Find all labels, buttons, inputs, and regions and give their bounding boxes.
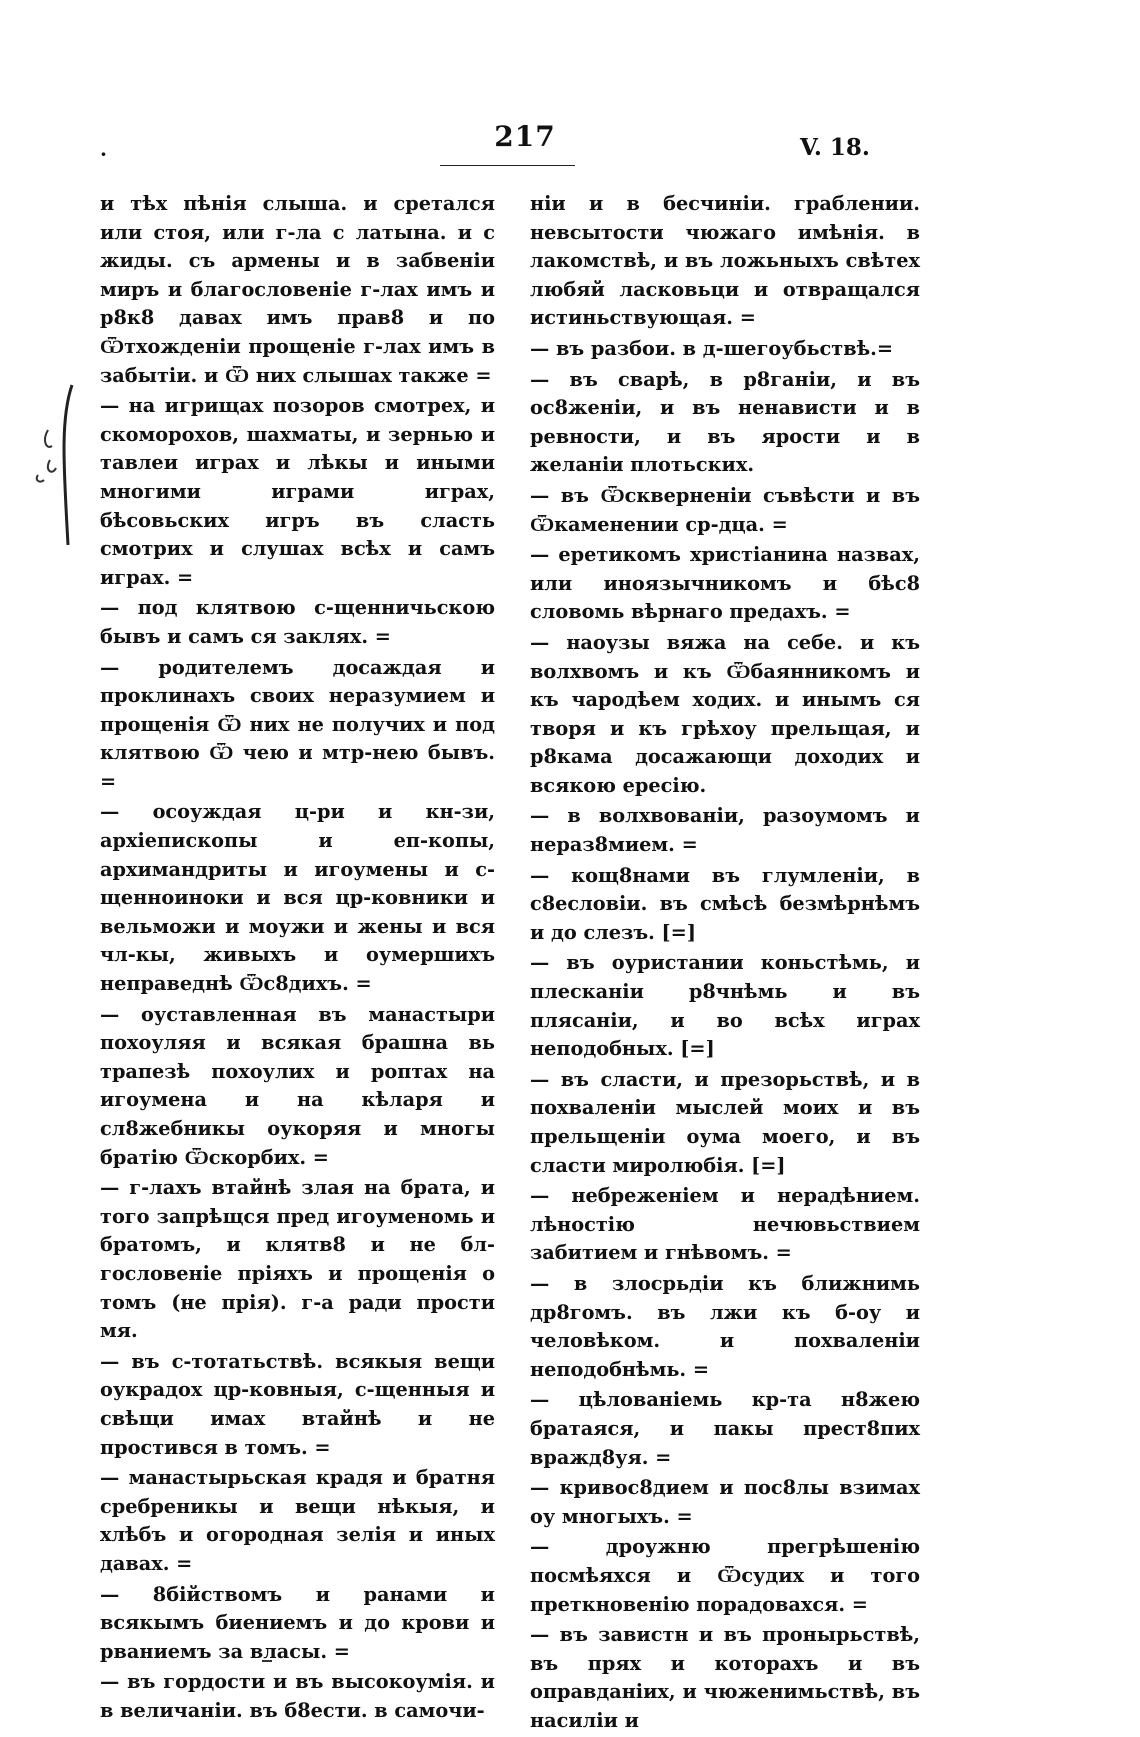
- text-paragraph: — въ сварѣ, в р8ганіи, и въ ос8женіи, и въ ненависти и в ревности, и въ ярости и в желаніи плотьских.: [530, 367, 920, 477]
- signature-mark: V. 18.: [800, 134, 870, 161]
- text-paragraph: — оуставленная въ манастыри похоуляя и всякая брашна вь трапезѣ похоулих и роптах на игоумена и на кѣларя и сл8жебникы оукоряя и многы братію Ѿскорбих. =: [100, 1002, 495, 1169]
- right-text-column: [530, 190, 920, 1737]
- text-paragraph: ніи и в бесчиніи. граблении. невсытости чюжаго имѣнія. в лакомствѣ, и въ ложьныхъ свѣтех любяй ласковьци и отвращался истиньствующая. =: [530, 192, 920, 330]
- footer-dash: [262, 1660, 272, 1662]
- page-header: [0, 120, 1140, 180]
- text-paragraph: — г-лахъ втайнѣ злая на брата, и того запрѣщся пред игоуменомь и братомъ, и клятв8 и не бл-гословеніе пріяхъ и прощенія о томъ (не прія). г-а ради прости мя.: [100, 1176, 495, 1343]
- text-paragraph: — въ сласти, и презорьствѣ, и в похваленіи мыслей моих и въ прельщеніи оума моего, и въ сласти миролюбія. [=]: [530, 1067, 920, 1177]
- text-paragraph: — въ с-тотатьствѣ. всякыя вещи оукрадох цр-ковныя, с-щенныя и свѣщи имах втайнѣ и не простився в томъ. =: [100, 1349, 495, 1459]
- left-text-column: [100, 190, 495, 1727]
- text-paragraph: — на игрищах позоров смотрех, и скоморохов, шахматы, и зернью и тавлеи играх и лѣкы и иными многими играми играх, бѣсовьских игръ въ сласть смотрих и слушах всѣх и самъ играх. =: [100, 394, 495, 589]
- text-paragraph: — под клятвою с-щенничьскою бывъ и самъ ся заклях. =: [100, 596, 495, 648]
- text-paragraph: — въ гордости и въ высокоумія. и в величаніи. въ б8ести. в самочи-: [100, 1670, 495, 1722]
- text-paragraph: — дроужню прегрѣшенію посмѣяхся и Ѿсудих и того преткновенію порадовахся. =: [530, 1535, 920, 1616]
- text-paragraph: — въ Ѿскверненіи съвѣсти и въ Ѿкаменении ср-дца. =: [530, 483, 920, 536]
- header-dot: ·: [100, 142, 107, 166]
- text-paragraph: — небреженіем и нерадѣнием. лѣностію нечювьствием забитием и гнѣвомъ. =: [530, 1184, 920, 1265]
- text-paragraph: — родителемъ досаждая и проклинахъ своих неразумием и прощенія Ѿ них не получих и под клятвою Ѿ чею и мтр-нею бывъ. =: [100, 655, 495, 793]
- text-paragraph: — 8бійствомъ и ранами и всякымъ биениемъ и до крови и рваниемъ за власы. =: [100, 1582, 495, 1663]
- text-paragraph: — цѣлованіемь кр-та н8жею братаяся, и пакы прест8пих вражд8уя. =: [530, 1388, 920, 1469]
- text-paragraph: — кривос8дием и пос8лы взимах оу многыхъ. =: [530, 1476, 920, 1528]
- text-paragraph: — в волхвованіи, разоумомъ и нераз8мием. =: [530, 804, 920, 857]
- page-number-rule: [440, 165, 575, 166]
- text-paragraph: — въ разбои. в д-шегоубьствѣ.=: [530, 336, 894, 360]
- text-paragraph: — в злосрьдіи къ ближнимь др8гомъ. въ лжи къ б-оу и человѣком. и похваленіи неподобнѣмь. =: [530, 1271, 920, 1381]
- text-paragraph: — въ завистн и въ пронырьствѣ, въ прях и которахъ и въ оправданіих, и чюженимьствѣ, въ насиліи и: [530, 1623, 920, 1732]
- text-paragraph: — осоуждая ц-ри и кн-зи, архіепископы и еп-копы, архимандриты и игоумены и с-щенноиноки и вся цр-ковники и вельможи и моужи и жены и вся чл-кы, живыхъ и оумершихъ неправеднѣ Ѿс8дихъ. =: [100, 800, 495, 996]
- text-paragraph: — манастырьская крадя и братня сребреникы и вещи нѣкыя, и хлѣбъ и огородная зелія и иных давах. =: [100, 1466, 495, 1575]
- page-number: 217: [494, 120, 556, 153]
- text-paragraph: — кощ8нами въ глумленіи, в с8есловіи. въ смѣсѣ безмѣрнѣмъ и до слезъ. [=]: [530, 863, 920, 944]
- text-paragraph: и тѣх пѣнія слыша. и сретался или стоя, или г-ла с латына. и с жиды. съ армены и в забвеніи миръ и благословеніе г-лах имъ и р8к8 давах имъ прав8 и по Ѿтхожденіи прощеніе г-лах имъ в забытіи. и Ѿ них слышах также =: [100, 192, 495, 387]
- text-paragraph: — наоузы вяжа на себе. и къ волхвомъ и къ Ѿбаянникомъ и къ чародѣем ходих. и инымъ ся творя и къ грѣхоу прельщая, и р8кама досажающи доходих и всякою ересію.: [530, 630, 920, 797]
- text-paragraph: — въ оуристании коньстѣмь, и плесканіи р8чнѣмь и въ плясаніи, и во всѣх играх неподобных. [=]: [530, 951, 920, 1061]
- text-paragraph: — еретикомъ христіанина назвах, или иноязычникомъ и бѣс8 словомь вѣрнаго предахъ. =: [530, 543, 920, 624]
- margin-annotation-icon: [30, 380, 80, 550]
